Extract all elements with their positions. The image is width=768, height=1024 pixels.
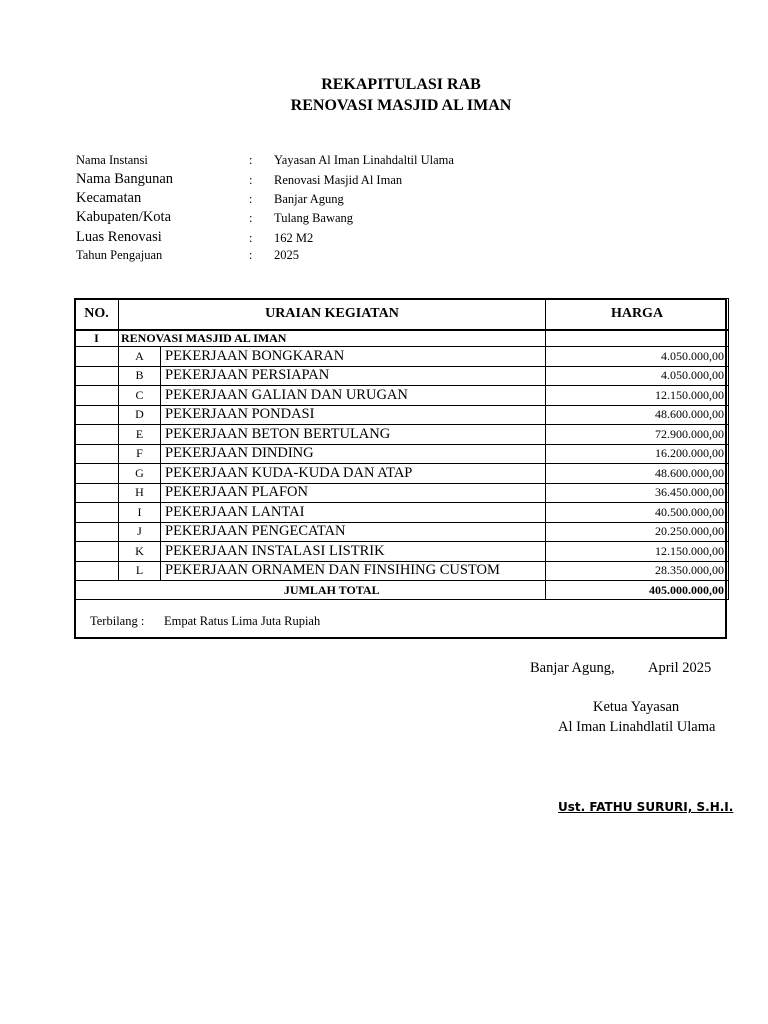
row-price: 20.250.000,00 — [546, 522, 729, 542]
row-description: PEKERJAAN KUDA-KUDA DAN ATAP — [161, 464, 546, 484]
info-value: Renovasi Masjid Al Iman — [274, 173, 403, 187]
table-row — [75, 503, 729, 523]
row-description: PEKERJAAN PERSIAPAN — [161, 366, 546, 386]
info-colon: : — [249, 153, 253, 167]
section-no: I — [75, 330, 119, 347]
table-row — [75, 464, 729, 484]
header-harga: HARGA — [546, 299, 729, 331]
info-value: Banjar Agung — [274, 192, 344, 206]
terbilang-label: Terbilang : — [90, 614, 145, 628]
info-label: Kecamatan — [76, 190, 142, 206]
row-no — [75, 386, 119, 406]
row-price: 12.150.000,00 — [546, 542, 729, 562]
section-title: RENOVASI MASJID AL IMAN — [119, 330, 546, 347]
row-price: 4.050.000,00 — [546, 366, 729, 386]
sign-organization: Al Iman Linahdlatil Ulama — [558, 719, 716, 735]
row-no — [75, 366, 119, 386]
row-letter: C — [119, 386, 161, 406]
row-no — [75, 347, 119, 367]
row-letter: H — [119, 483, 161, 503]
row-price: 28.350.000,00 — [546, 561, 729, 581]
info-colon: : — [249, 231, 253, 245]
rab-table — [74, 298, 729, 600]
table-row — [75, 405, 729, 425]
table-row — [75, 366, 729, 386]
row-letter: A — [119, 347, 161, 367]
terbilang-value: Empat Ratus Lima Juta Rupiah — [164, 614, 321, 628]
table-row — [75, 483, 729, 503]
info-value: Tulang Bawang — [274, 211, 354, 225]
row-letter: F — [119, 444, 161, 464]
row-price: 12.150.000,00 — [546, 386, 729, 406]
row-no — [75, 483, 119, 503]
row-letter: J — [119, 522, 161, 542]
row-letter: L — [119, 561, 161, 581]
header-uraian: URAIAN KEGIATAN — [119, 299, 546, 331]
row-no — [75, 542, 119, 562]
table-header-row — [75, 299, 729, 331]
row-letter: D — [119, 405, 161, 425]
info-label: Luas Renovasi — [76, 229, 162, 245]
info-colon: : — [249, 192, 253, 206]
row-letter: G — [119, 464, 161, 484]
terbilang — [90, 614, 321, 629]
table-row — [75, 386, 729, 406]
row-price: 48.600.000,00 — [546, 405, 729, 425]
info-value: 2025 — [274, 248, 299, 262]
row-description: PEKERJAAN BETON BERTULANG — [161, 425, 546, 445]
info-value: 162 M2 — [274, 231, 314, 245]
row-letter: B — [119, 366, 161, 386]
row-no — [75, 464, 119, 484]
info-label: Nama Instansi — [76, 153, 148, 167]
row-description: PEKERJAAN PONDASI — [161, 405, 546, 425]
row-no — [75, 522, 119, 542]
row-no — [75, 425, 119, 445]
row-letter: E — [119, 425, 161, 445]
section-row — [75, 330, 729, 347]
total-label: JUMLAH TOTAL — [119, 581, 546, 600]
total-row — [75, 581, 729, 600]
header-no: NO. — [75, 299, 119, 331]
row-price: 36.450.000,00 — [546, 483, 729, 503]
total-empty — [75, 581, 119, 600]
signer-name: Ust. FATHU SURURI, S.H.I. — [558, 800, 734, 814]
row-description: PEKERJAAN GALIAN DAN URUGAN — [161, 386, 546, 406]
table-row — [75, 444, 729, 464]
row-description: PEKERJAAN LANTAI — [161, 503, 546, 523]
info-colon: : — [249, 248, 253, 262]
total-value: 405.000.000,00 — [546, 581, 729, 600]
row-no — [75, 444, 119, 464]
row-description: PEKERJAAN PLAFON — [161, 483, 546, 503]
row-description: PEKERJAAN BONGKARAN — [161, 347, 546, 367]
row-description: PEKERJAAN ORNAMEN DAN FINSIHING CUSTOM — [161, 561, 546, 581]
info-value: Yayasan Al Iman Linahdaltil Ulama — [274, 153, 454, 167]
row-price: 16.200.000,00 — [546, 444, 729, 464]
row-letter: K — [119, 542, 161, 562]
row-price: 72.900.000,00 — [546, 425, 729, 445]
row-price: 48.600.000,00 — [546, 464, 729, 484]
info-label: Tahun Pengajuan — [76, 248, 163, 262]
sign-place: Banjar Agung, — [530, 660, 615, 676]
table-row — [75, 347, 729, 367]
sign-role: Ketua Yayasan — [593, 699, 680, 715]
section-price — [546, 330, 729, 347]
row-letter: I — [119, 503, 161, 523]
row-no — [75, 561, 119, 581]
row-description: PEKERJAAN DINDING — [161, 444, 546, 464]
info-colon: : — [249, 211, 253, 225]
table-row — [75, 425, 729, 445]
info-label: Kabupaten/Kota — [76, 209, 172, 225]
row-price: 4.050.000,00 — [546, 347, 729, 367]
info-colon: : — [249, 173, 253, 187]
info-label: Nama Bangunan — [76, 171, 174, 187]
table-row — [75, 542, 729, 562]
document-subtitle: RENOVASI MASJID AL IMAN — [290, 97, 512, 114]
items-body — [75, 347, 729, 581]
sign-date: April 2025 — [648, 660, 712, 676]
row-no — [75, 503, 119, 523]
row-description: PEKERJAAN INSTALASI LISTRIK — [161, 542, 546, 562]
table-row — [75, 522, 729, 542]
row-no — [75, 405, 119, 425]
document-title: REKAPITULASI RAB — [321, 76, 481, 93]
row-description: PEKERJAAN PENGECATAN — [161, 522, 546, 542]
table-row — [75, 561, 729, 581]
row-price: 40.500.000,00 — [546, 503, 729, 523]
